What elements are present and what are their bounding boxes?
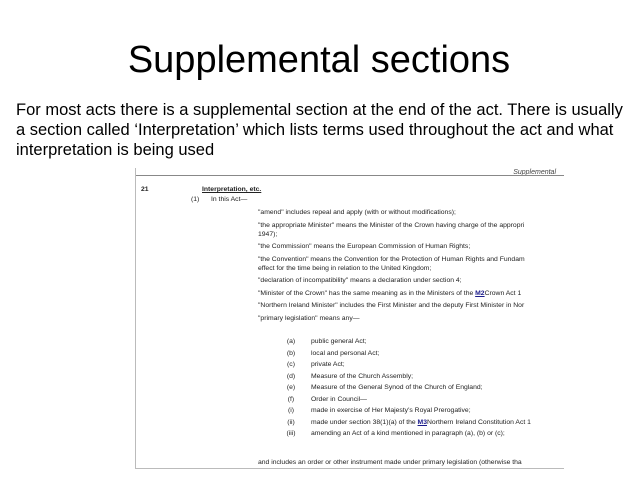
definitions-list — [258, 208, 558, 326]
definition-text: Crown Act 1 — [484, 289, 522, 297]
list-item — [281, 349, 561, 358]
definition-continuation: effect for the time being in relation to the United Kingdom; — [258, 264, 432, 272]
slide-title: Supplemental sections — [127, 39, 511, 81]
definition-continuation: 1947); — [258, 230, 278, 238]
item-text: public general Act; — [311, 338, 367, 345]
definition-text: "Minister of the Crown" has the same meaning as in the Ministers of the — [258, 289, 476, 297]
item-text: local and personal Act; — [311, 349, 380, 357]
item-text-part: Northern Ireland Constitution Act 1 — [427, 418, 531, 426]
item-label: (i) — [287, 407, 295, 414]
definition: "declaration of incompatibility" means a declaration under section 4; — [258, 277, 462, 284]
definition: "the Commission" means the European Commission of Human Rights; — [258, 243, 471, 250]
item-text — [301, 418, 531, 427]
list-item — [281, 406, 561, 415]
definition: "Northern Ireland Minister" includes the First Minister and the deputy First Minister in Nor — [258, 302, 525, 309]
list-item — [281, 383, 561, 392]
closing-text: and includes an order or other instrument made under primary legislation (otherwise tha — [258, 459, 522, 466]
definition: "the appropriate Minister" means the Minister of the Crown having charge of the appropri — [258, 221, 525, 229]
subsection-number: (1) — [191, 196, 200, 203]
item-text-part: made under section 38(1)(a) of the — [311, 418, 418, 426]
definition-minister — [258, 289, 558, 298]
item-label: (d) — [286, 372, 296, 380]
legislation-excerpt — [135, 168, 564, 469]
section-title: Interpretation, etc. — [202, 186, 262, 193]
item-text: made in exercise of Her Majesty's Royal Prerogative; — [311, 407, 471, 414]
item-text: Order in Council— — [311, 395, 367, 403]
list-item — [281, 429, 561, 438]
definition: "primary legislation" means any— — [258, 314, 360, 322]
item-label: (c) — [287, 361, 295, 368]
list-item — [281, 337, 561, 346]
item-label: (e) — [286, 384, 296, 391]
primary-legislation-items — [281, 337, 561, 441]
definition: "the Convention" means the Convention for the Protection of Human Rights and Fundam — [258, 255, 525, 263]
list-item — [281, 360, 561, 369]
slide-intro-text: For most acts there is a supplemental section at the end of the act. There is usually a section called ‘Interpretation’ which lists terms used throughout the act and what interpretation is being used — [16, 101, 623, 159]
item-label: (a) — [286, 338, 296, 345]
list-item — [281, 418, 561, 427]
document-header: Supplemental — [513, 169, 556, 176]
list-item — [281, 395, 561, 404]
marginal-reference-link[interactable]: M2 — [475, 289, 485, 297]
header-rule — [136, 175, 564, 176]
item-text: private Act; — [311, 361, 345, 368]
item-label: (iii) — [286, 430, 296, 437]
item-text: Measure of the Church Assembly; — [311, 372, 413, 380]
item-text: amending an Act of a kind mentioned in paragraph (a), (b) or (c); — [311, 430, 505, 437]
item-text: Measure of the General Synod of the Church of England; — [311, 384, 483, 391]
item-label: (b) — [286, 349, 296, 357]
item-label: (ii) — [287, 418, 295, 426]
item-label: (f) — [287, 395, 295, 403]
section-number: 21 — [141, 186, 149, 193]
definition: "amend" includes repeal and apply (with or without modifications); — [258, 209, 456, 216]
list-item — [281, 372, 561, 381]
marginal-reference-link[interactable]: M3 — [417, 418, 427, 426]
subsection-text: In this Act— — [211, 196, 248, 203]
